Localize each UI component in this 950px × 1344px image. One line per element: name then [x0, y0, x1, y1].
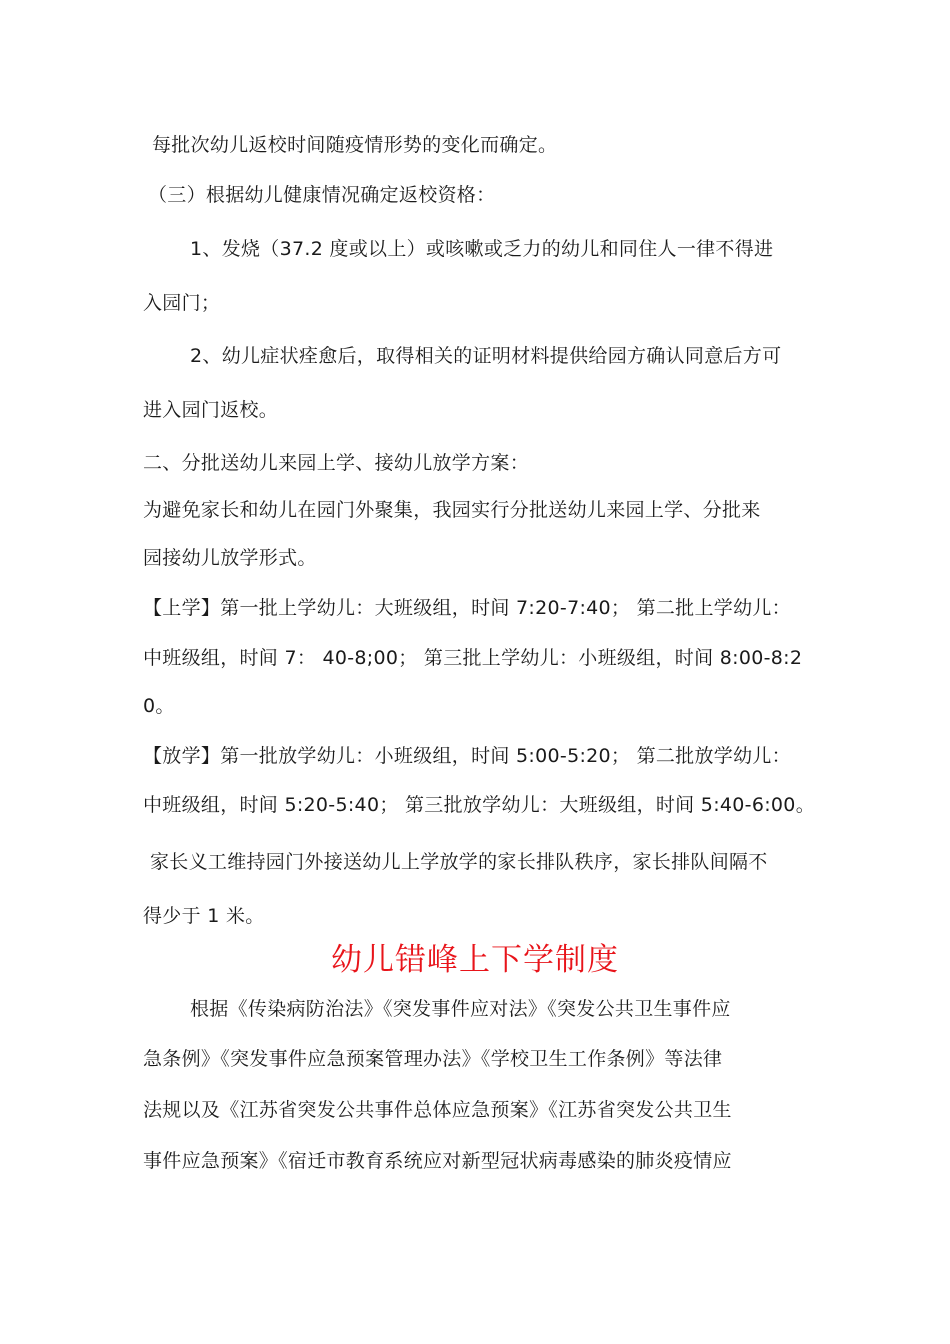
list-item-1-line-1: 1、发烧（37.2 度或以上）或咳嗽或乏力的幼儿和同住人一律不得进 — [190, 238, 774, 260]
schedule-arrival-line-2: 中班级组，时间 7： 40-8;00； 第三批上学幼儿：小班级组，时间 8:00-8:2 — [143, 647, 803, 669]
section-heading-3: （三）根据幼儿健康情况确定返校资格： — [148, 184, 496, 206]
list-item-2-line-2: 进入园门返校。 — [143, 399, 279, 421]
volunteer-note-line-2: 得少于 1 米。 — [143, 905, 265, 927]
text-line-1: 每批次幼儿返校时间随疫情形势的变化而确定。 — [152, 134, 558, 156]
document-title: 幼儿错峰上下学制度 — [331, 942, 619, 978]
paragraph-line-1: 为避免家长和幼儿在园门外聚集，我园实行分批送幼儿来园上学、分批来 — [143, 499, 761, 521]
schedule-arrival-line-3: 0。 — [143, 695, 175, 717]
body-line-1: 根据《传染病防治法》《突发事件应对法》《突发公共卫生事件应 — [190, 998, 731, 1020]
body-line-3: 法规以及《江苏省突发公共事件总体应急预案》《江苏省突发公共卫生 — [143, 1099, 732, 1121]
list-item-1-line-2: 入园门； — [143, 292, 221, 314]
body-line-4: 事件应急预案》《宿迁市教育系统应对新型冠状病毒感染的肺炎疫情应 — [143, 1150, 732, 1172]
list-item-2-line-1: 2、幼儿症状痊愈后，取得相关的证明材料提供给园方确认同意后方可 — [190, 345, 782, 367]
body-line-2: 急条例》《突发事件应急预案管理办法》《学校卫生工作条例》等法律 — [143, 1048, 723, 1070]
schedule-dismissal-line-2: 中班级组，时间 5:20-5:40； 第三批放学幼儿：大班级组，时间 5:40-6:00。 — [143, 794, 815, 816]
schedule-arrival-line-1: 【上学】第一批上学幼儿：大班级组，时间 7:20-7:40； 第二批上学幼儿： — [143, 597, 791, 619]
section-heading-2: 二、分批送幼儿来园上学、接幼儿放学方案： — [143, 452, 530, 474]
volunteer-note-line-1: 家长义工维持园门外接送幼儿上学放学的家长排队秩序，家长排队间隔不 — [150, 851, 768, 873]
paragraph-line-2: 园接幼儿放学形式。 — [143, 547, 317, 569]
schedule-dismissal-line-1: 【放学】第一批放学幼儿：小班级组，时间 5:00-5:20； 第二批放学幼儿： — [143, 745, 791, 767]
